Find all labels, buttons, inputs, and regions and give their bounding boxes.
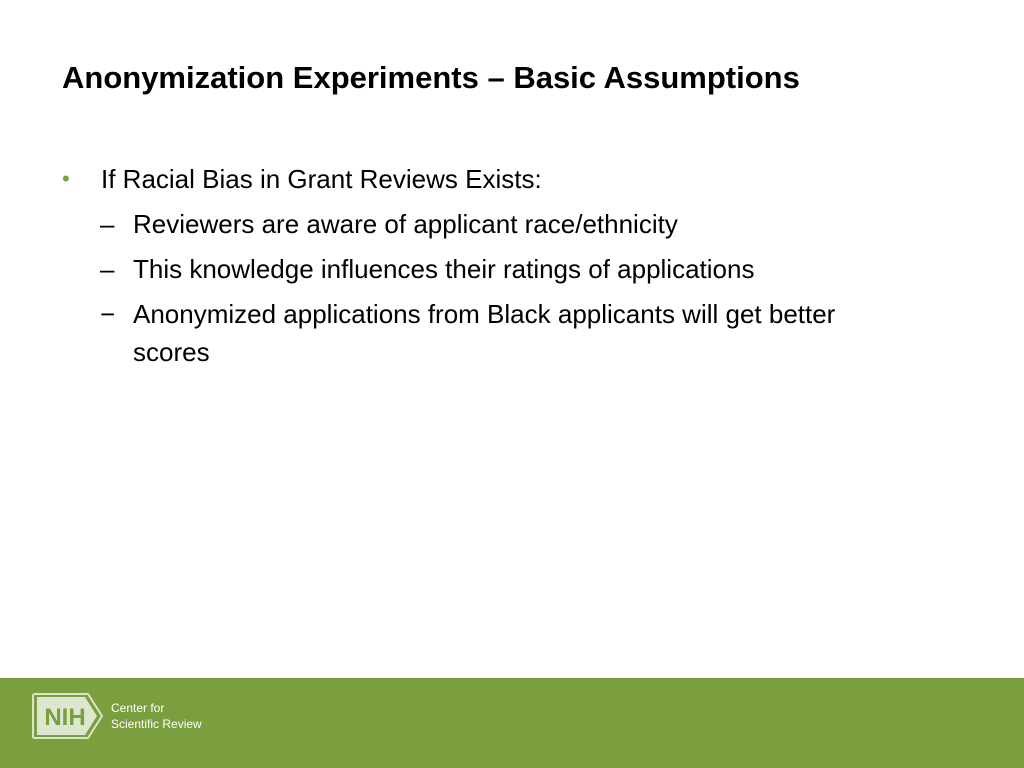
sub-bullet-marker: –: [100, 209, 115, 239]
sub-bullet-marker: –: [100, 254, 115, 284]
bullet-marker: •: [62, 166, 70, 191]
slide-title: Anonymization Experiments – Basic Assumptions: [62, 60, 800, 95]
sub-bullet-item: [62, 250, 893, 288]
nih-badge-text: NIH: [44, 704, 86, 731]
bullet-text: If Racial Bias in Grant Reviews Exists:: [101, 164, 542, 194]
nih-csr-logo: [32, 692, 232, 742]
logo-line-2: Scientific Review: [111, 717, 202, 731]
slide-body: [62, 160, 962, 378]
sub-bullet-marker: −: [100, 299, 116, 329]
logo-line-1: Center for: [111, 701, 165, 715]
sub-bullet-item: [62, 295, 893, 371]
sub-bullet-text: This knowledge influences their ratings of applications: [133, 254, 755, 284]
logo-caption: [111, 700, 202, 732]
bullet-item: [62, 160, 962, 198]
sub-bullet-item: [62, 205, 893, 243]
sub-bullet-text: Reviewers are aware of applicant race/ethnicity: [133, 209, 678, 239]
sub-bullet-text: Anonymized applications from Black applicants will get better scores: [133, 299, 836, 367]
nih-logo-icon: [32, 692, 104, 740]
